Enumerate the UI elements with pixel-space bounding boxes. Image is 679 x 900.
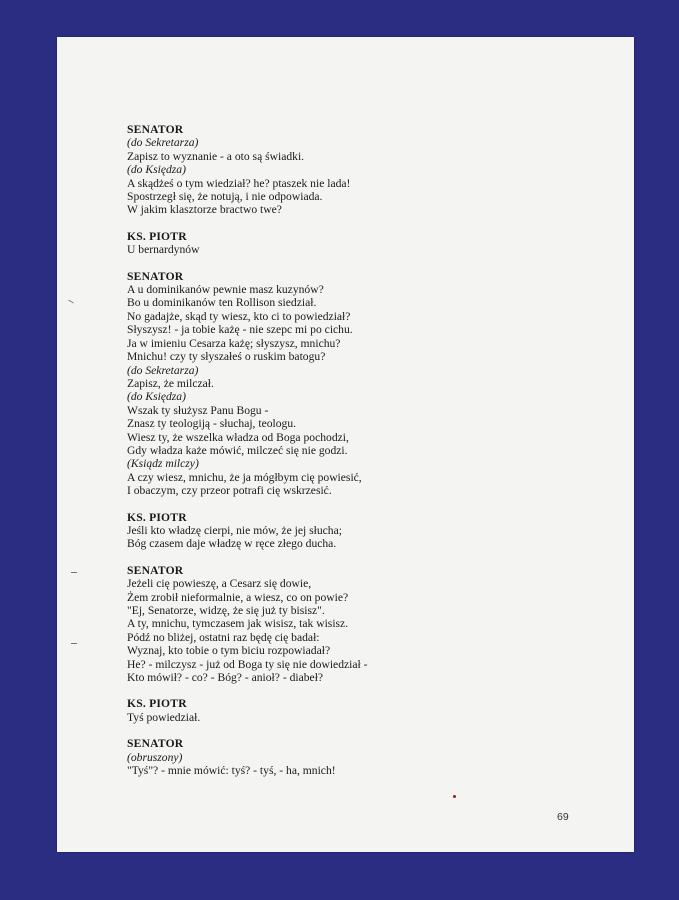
verse-line: Ja w imieniu Cesarza każę; słyszysz, mnichu? [127, 336, 341, 350]
verse-line: Żem zrobił nieformalnie, a wiesz, co on powie? [127, 590, 349, 604]
speaker-name: SENATOR [127, 737, 184, 751]
verse-line: Zapisz, że milczał. [127, 376, 214, 390]
verse-line: Spostrzegł się, że notują, i nie odpowiada. [127, 190, 323, 204]
verse-line: Jeśli kto władzę cierpi, nie mów, że jej słucha; [127, 523, 342, 537]
stage-direction: (obruszony) [127, 750, 183, 764]
speaker-name: KS. PIOTR [127, 510, 187, 524]
dialogue-block [127, 697, 547, 724]
verse-line: Wiesz ty, że wszelka władza od Boga pochodzi, [127, 430, 349, 444]
verse-line: W jakim klasztorze bractwo twe? [127, 203, 282, 217]
verse-line: Kto mówił? - co? - Bóg? - anioł? - diabeł? [127, 671, 324, 685]
dialogue-block [127, 511, 547, 551]
verse-line: A ty, mnichu, tymczasem jak wisisz, tak wisisz. [127, 617, 349, 631]
verse-line: "Ej, Senatorze, widzę, że się już ty bisisz". [127, 604, 325, 617]
verse-line: Jeżeli cię powieszę, a Cesarz się dowie, [127, 577, 312, 591]
ink-speck [453, 795, 456, 798]
verse-line: Słyszysz! - ja tobie każę - nie szepc mi po cichu. [127, 323, 353, 337]
verse-line: Tyś powiedział. [127, 710, 201, 724]
verse-line: Bo u dominikanów ten Rollison siedział. [127, 296, 317, 310]
speaker-name: KS. PIOTR [127, 229, 187, 243]
verse-line: He? - milczysz - już od Boga ty się nie dowiedział - [127, 657, 368, 671]
dialogue-block [127, 270, 547, 498]
scan-mark [68, 300, 74, 304]
verse-line: U bernardynów [127, 243, 200, 257]
verse-line: Zapisz to wyznanie - a oto są świadki. [127, 149, 305, 163]
stage-direction: (do Sekretarza) [127, 363, 199, 377]
scan-mark [71, 572, 77, 573]
verse-line: No gadajże, skąd ty wiesz, kto ci to powiedział? [127, 309, 351, 323]
dialogue-block [127, 564, 547, 685]
speaker-name: SENATOR [127, 123, 184, 136]
verse-line: Wszak ty służysz Panu Bogu - [127, 403, 269, 417]
speaker-name: SENATOR [127, 563, 184, 577]
verse-line: Mnichu! czy ty słyszałeś o ruskim batogu? [127, 350, 326, 364]
stage-direction: (do Księdza) [127, 163, 186, 177]
verse-line: Wyznaj, kto tobie o tym biciu rozpowiadał? [127, 644, 331, 658]
stage-direction: (Ksiądz milczy) [127, 457, 199, 471]
verse-line: Gdy władza każe mówić, milczeć się nie godzi. [127, 443, 348, 457]
speaker-name: SENATOR [127, 269, 184, 283]
dialogue-block [127, 123, 547, 217]
scan-mark [71, 643, 77, 644]
scanned-page [57, 37, 634, 852]
verse-line: "Tyś"? - mnie mówić: tyś? - tyś, - ha, mnich! [127, 764, 336, 778]
verse-line: I obaczym, czy przeor potrafi cię wskrzesić. [127, 484, 332, 498]
verse-line: Znasz ty teologiją - słuchaj, teologu. [127, 417, 297, 431]
drama-text [127, 123, 547, 790]
stage-direction: (do Sekretarza) [127, 136, 199, 150]
verse-line: A u dominikanów pewnie masz kuzynów? [127, 283, 324, 297]
page-number: 69 [557, 811, 569, 823]
dialogue-block [127, 737, 547, 777]
verse-line: A czy wiesz, mnichu, że ja mógłbym cię powiesić, [127, 470, 362, 484]
speaker-name: KS. PIOTR [127, 697, 187, 711]
verse-line: Bóg czasem daje władzę w ręce złego ducha. [127, 537, 337, 551]
verse-line: A skądżeś o tym wiedział? he? ptaszek nie lada! [127, 176, 351, 190]
dialogue-block [127, 230, 547, 257]
verse-line: Pódź no bliżej, ostatni raz będę cię badał: [127, 630, 320, 644]
stage-direction: (do Księdza) [127, 390, 186, 404]
